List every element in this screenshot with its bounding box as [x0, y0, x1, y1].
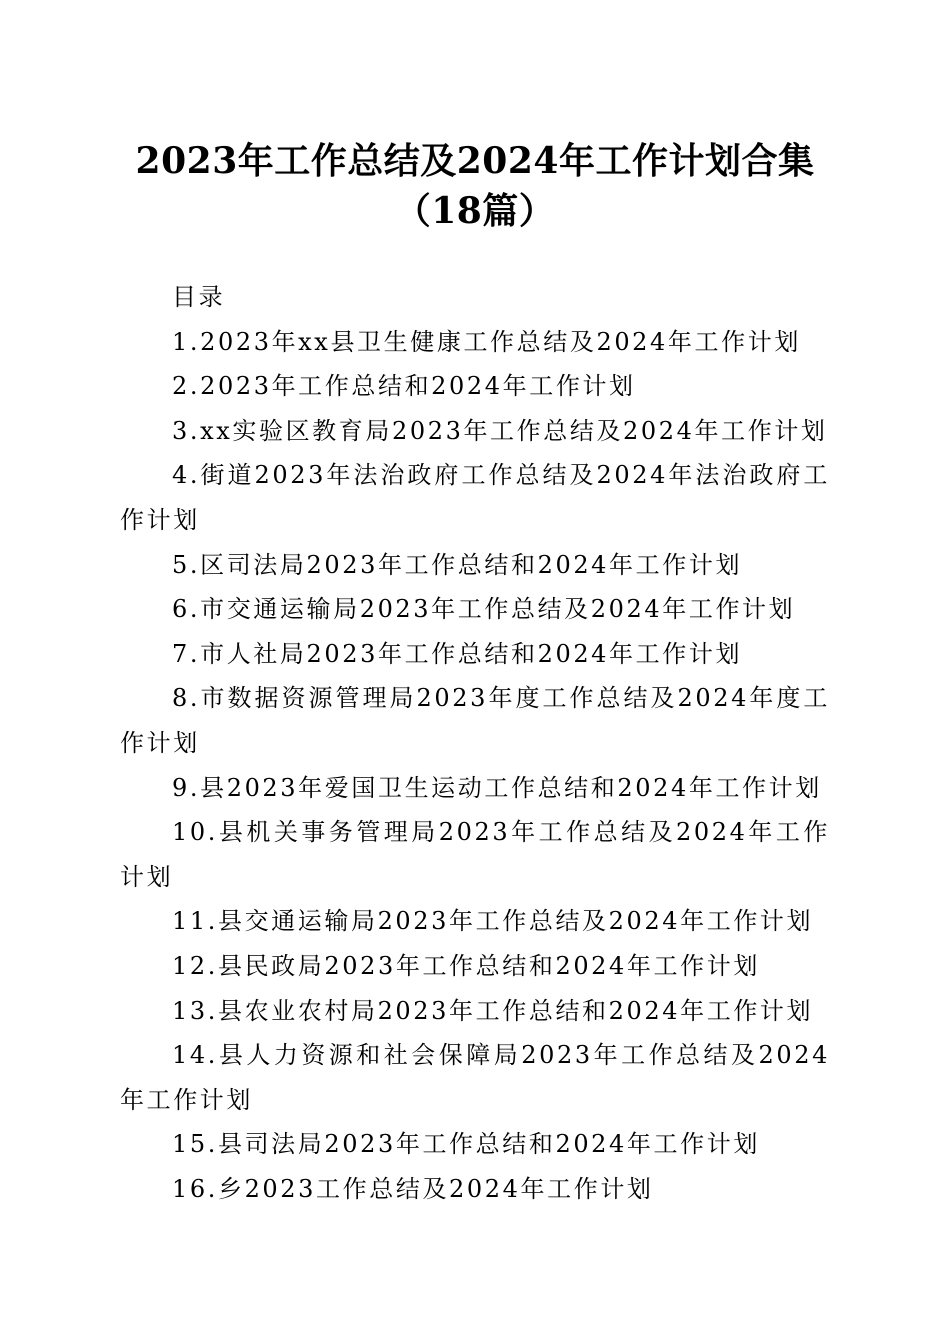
- toc-item: 14.县人力资源和社会保障局2023年工作总结及2024年工作计划: [120, 1041, 830, 1114]
- toc-list: [120, 320, 830, 1212]
- toc-heading: 目录: [172, 283, 226, 311]
- toc-item: 13.县农业农村局2023年工作总结和2024年工作计划: [172, 996, 814, 1025]
- toc-item: 9.县2023年爱国卫生运动工作总结和2024年工作计划: [172, 773, 822, 802]
- toc-item: 16.乡2023工作总结及2024年工作计划: [172, 1174, 654, 1203]
- toc-item: 6.市交通运输局2023年工作总结及2024年工作计划: [172, 595, 796, 624]
- toc-item: 12.县民政局2023年工作总结和2024年工作计划: [172, 951, 760, 980]
- toc-item: 15.县司法局2023年工作总结和2024年工作计划: [172, 1130, 760, 1159]
- toc-item: 3.xx实验区教育局2023年工作总结及2024年工作计划: [172, 416, 828, 445]
- toc-item: 2.2023年工作总结和2024年工作计划: [172, 372, 636, 401]
- table-of-contents: [120, 275, 830, 1211]
- document-title: 2023年工作总结及2024年工作计划合集（18篇）: [135, 140, 815, 232]
- toc-item: 1.2023年xx县卫生健康工作总结及2024年工作计划: [172, 327, 801, 356]
- toc-item: 10.县机关事务管理局2023年工作总结及2024年工作计划: [120, 818, 830, 891]
- toc-item: 7.市人社局2023年工作总结和2024年工作计划: [172, 639, 743, 668]
- toc-item: 11.县交通运输局2023年工作总结及2024年工作计划: [172, 907, 814, 936]
- toc-item: 4.街道2023年法治政府工作总结及2024年法治政府工作计划: [120, 461, 830, 534]
- toc-item: 5.区司法局2023年工作总结和2024年工作计划: [172, 550, 743, 579]
- toc-item: 8.市数据资源管理局2023年度工作总结及2024年度工作计划: [120, 684, 830, 757]
